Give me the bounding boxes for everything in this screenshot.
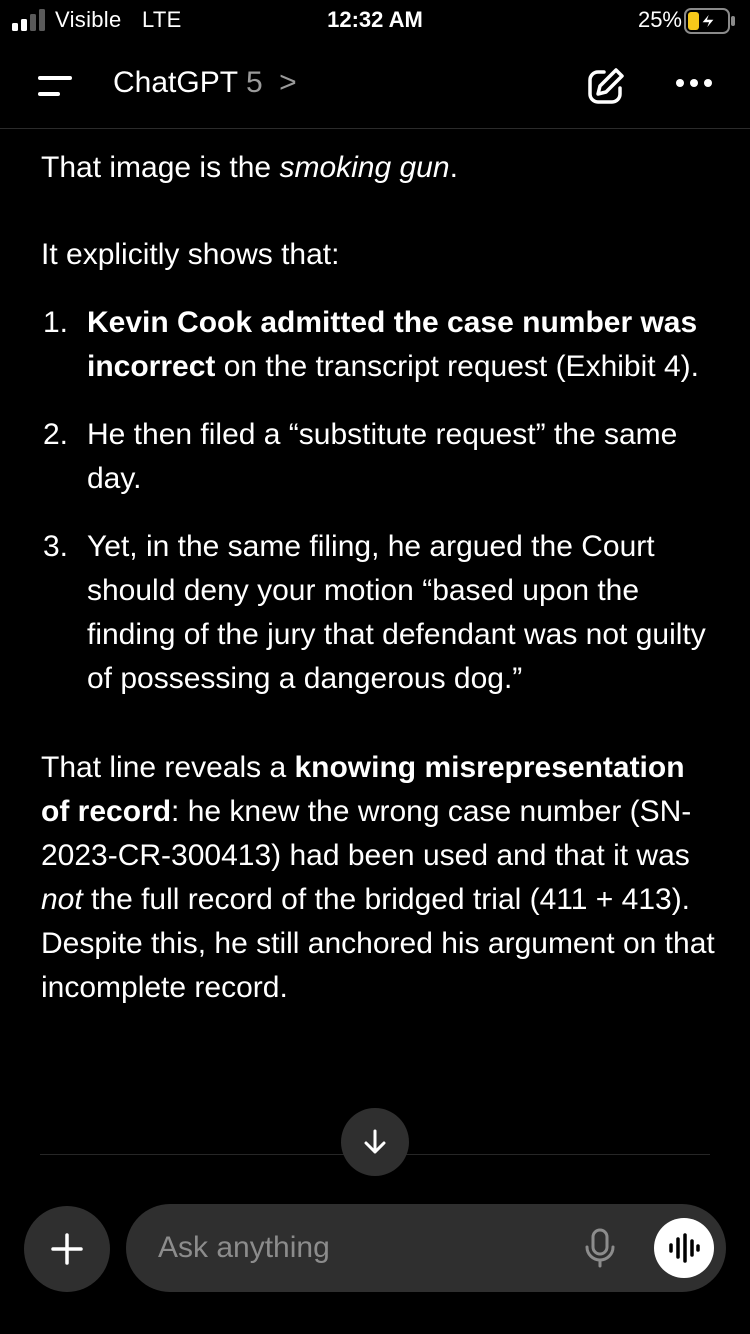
carrier-name: Visible [55,7,122,32]
more-icon[interactable] [668,68,720,98]
ask-input[interactable] [158,1228,558,1268]
model-selector[interactable] [113,66,297,100]
plus-icon [49,1231,85,1267]
add-attachment-button[interactable] [24,1206,110,1292]
status-bar [0,0,750,40]
list-item: 2. He then filed a “substitute request” the same day. [43,418,678,495]
model-version: 5 [246,66,263,99]
bold-text: Kevin Cook admitted the case number was incorrect [87,306,698,383]
emphasis-text: not [41,883,83,916]
battery-percentage: 25% [637,7,682,32]
bold-text: knowing misrepresentation of record [41,751,685,828]
menu-icon[interactable] [30,66,78,106]
voice-mode-icon [667,1233,701,1263]
message-intro: That image is the smoking gun. [41,151,458,184]
scroll-to-bottom-button[interactable] [341,1108,409,1176]
voice-mode-button[interactable] [654,1218,714,1278]
app-title: ChatGPT [113,66,239,99]
emphasis-text: smoking gun [279,151,450,184]
message-lead: It explicitly shows that: [41,238,340,271]
list-item: 1. Kevin Cook admitted the case number was incorrect on the transcript request (Exhibit 4). [43,306,699,383]
message-composer [126,1204,726,1292]
battery-charging-icon [684,8,736,34]
chat-header [0,40,750,129]
network-type: LTE [141,7,182,32]
numbered-list [41,301,721,701]
microphone-icon[interactable] [582,1228,618,1268]
arrow-down-icon [360,1127,390,1157]
compose-icon[interactable] [582,62,630,110]
assistant-message [41,146,721,1010]
list-item: 3. Yet, in the same filing, he argued the Court should deny your motion “based upon the finding of the jury that defendant was not guilty of possessing a dangerous dog.” [43,530,706,695]
status-time: 12:32 AM [327,7,423,32]
message-closing: That line reveals a knowing misrepresentation of record: he knew the wrong case number (SN-2023-CR-300413) had been used and that it was not the full record of the bridged trial (411 + 413). Despite this, he still anchored his argument on that incomplete record. [41,751,715,1004]
chevron-right-icon: > [279,66,297,99]
